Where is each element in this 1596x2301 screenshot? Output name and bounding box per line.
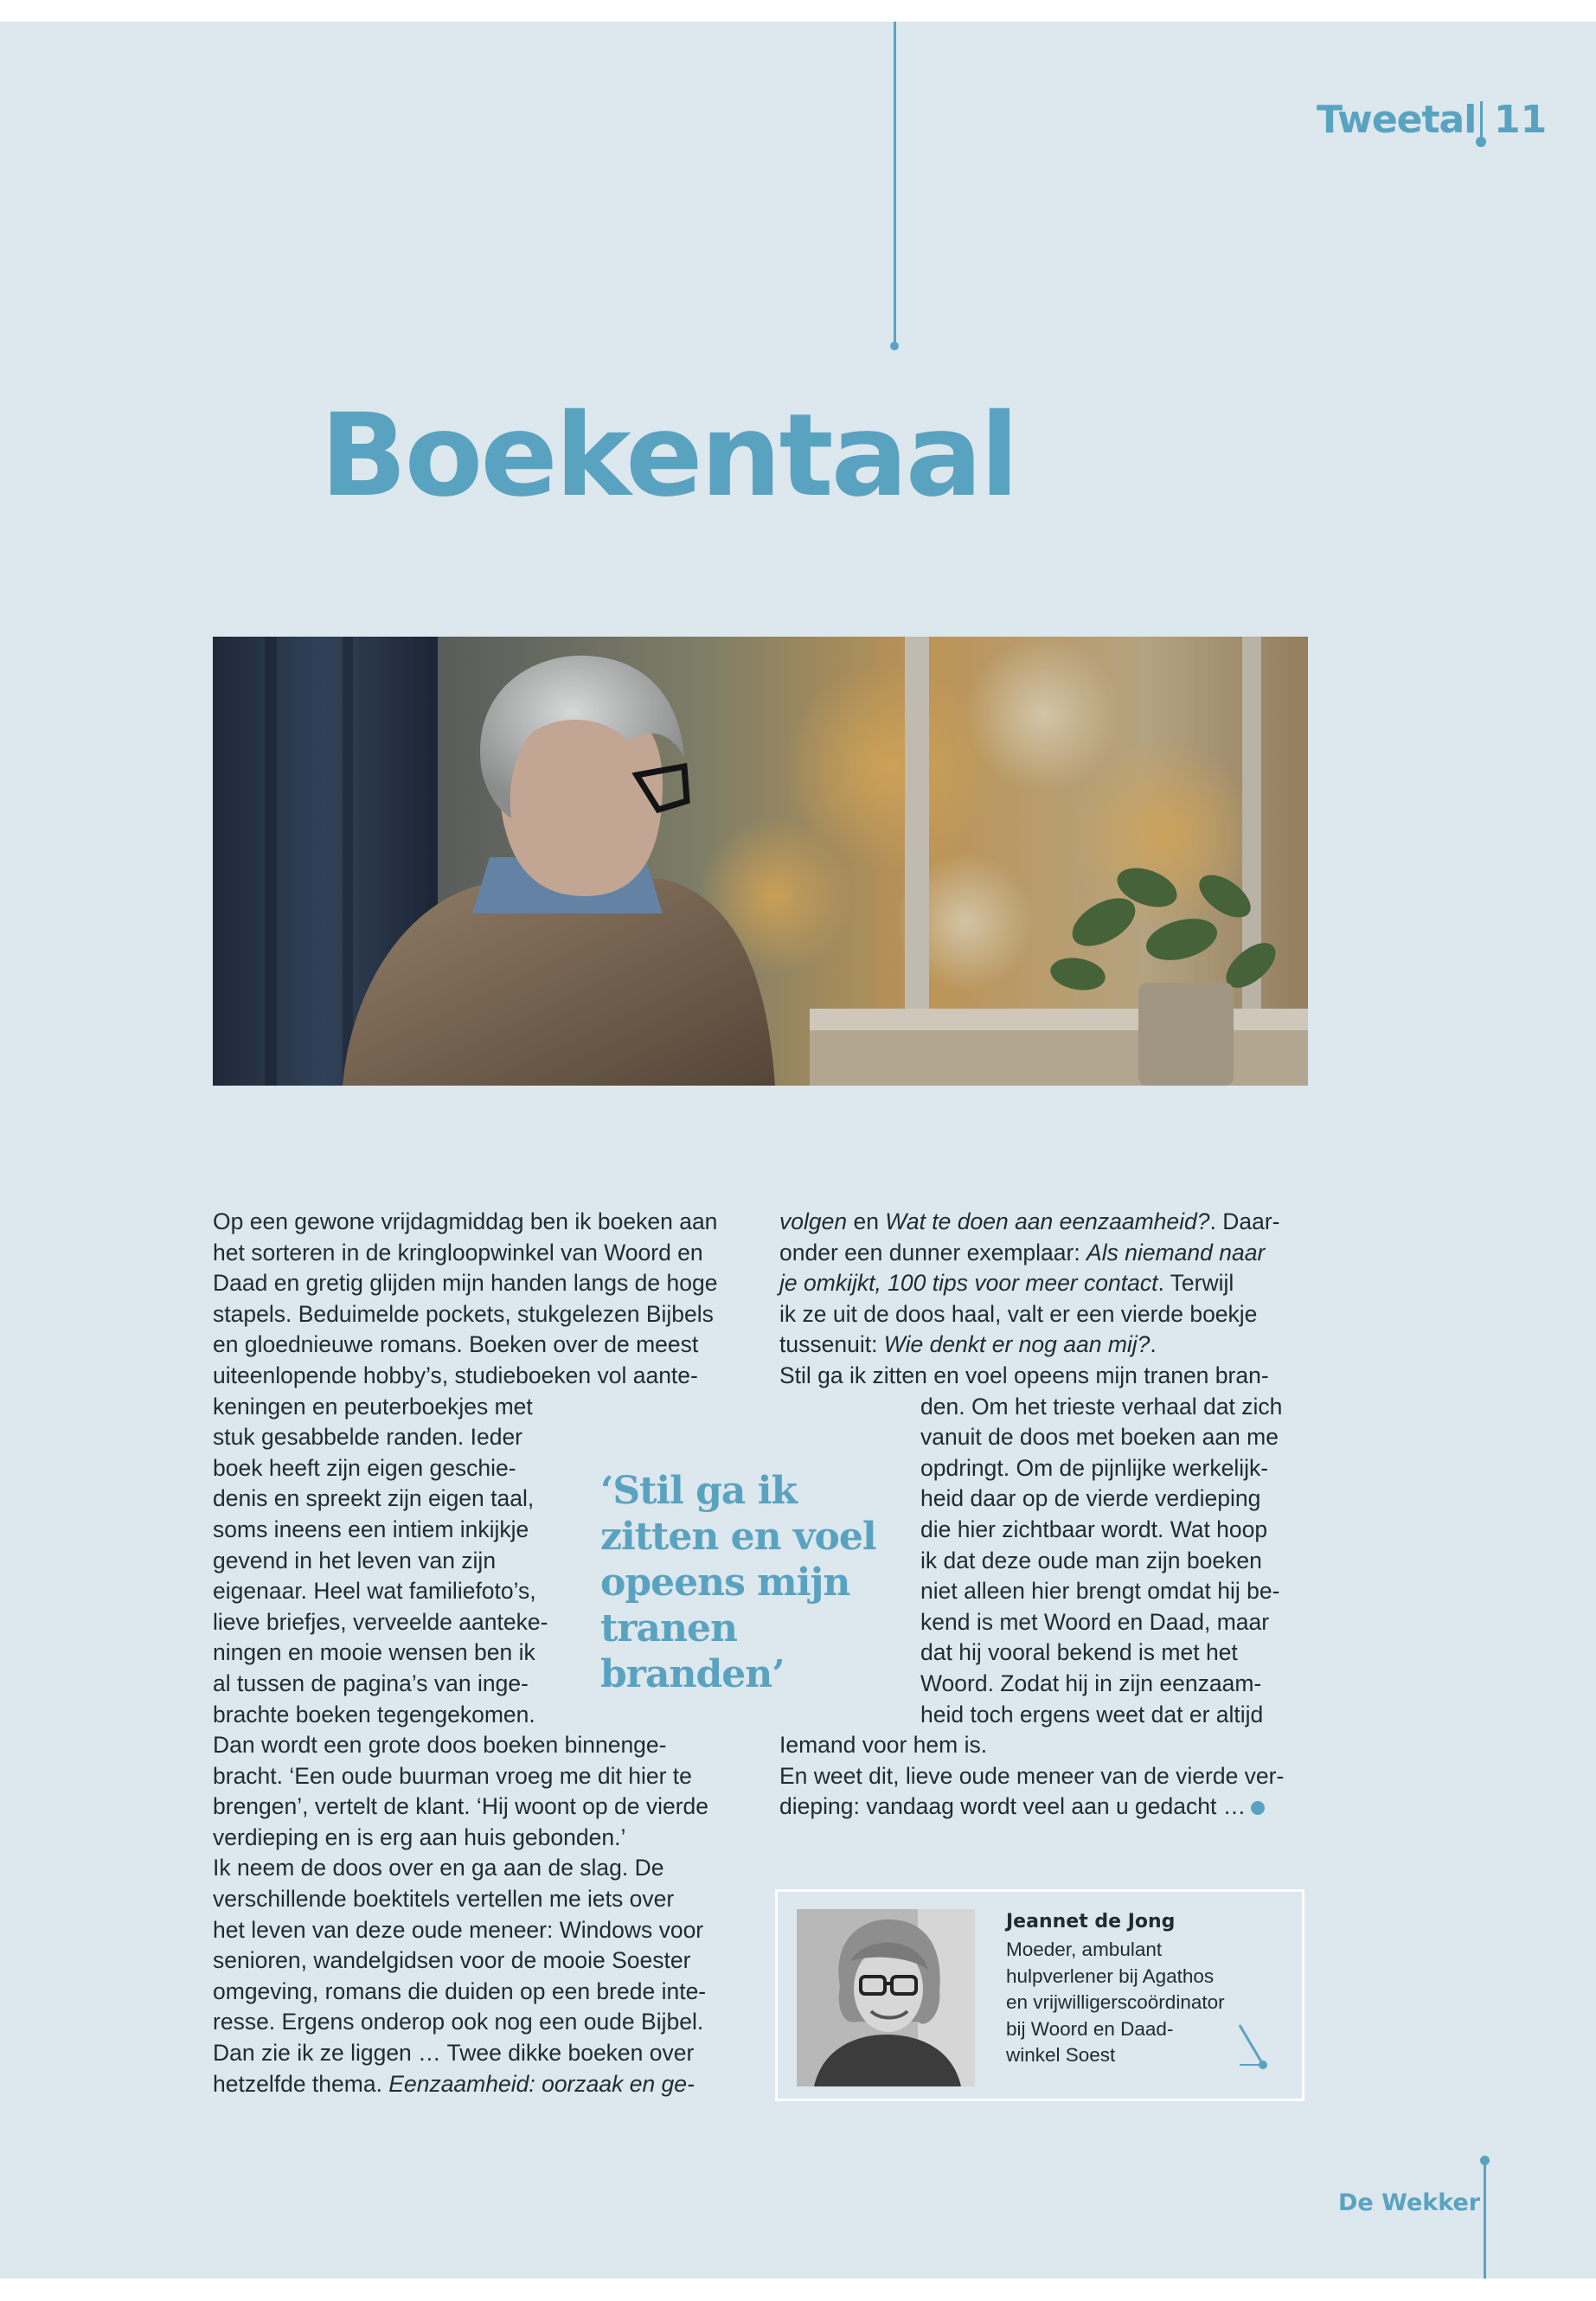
article-photo <box>213 637 1308 1086</box>
header-divider-dot <box>1476 137 1486 147</box>
col2-line: volgen en Wat te doen aan eenzaamheid?. Daar- <box>779 1208 1280 1234</box>
col1-line: Op een gewone vrijdagmiddag ben ik boeken aan <box>213 1208 718 1234</box>
pull-quote: ‘Stil ga ik zitten en voel opeens mijn tranen branden’ <box>600 1469 876 1696</box>
header-divider <box>1480 101 1483 141</box>
col1-line: verdieping en is erg aan huis gebonden.’ <box>213 1823 626 1850</box>
col1-line: brengen’, vertelt de klant. ‘Hij woont op de vierde <box>213 1793 709 1820</box>
col1-line: soms ineens een intiem inkijkje <box>213 1516 529 1542</box>
col2-line: dieping: vandaag wordt veel aan u gedacht … <box>779 1791 1311 1823</box>
col1-line: boek heeft zijn eigen geschie- <box>213 1454 516 1481</box>
col1-line: stuk gesabbelde randen. Ieder <box>213 1424 523 1451</box>
article-title: Boekentaal <box>320 389 1017 522</box>
col1-line: stapels. Beduimelde pockets, stukgelezen Bijbels <box>213 1300 714 1327</box>
col2-line: die hier zichtbaar wordt. Wat hoop <box>920 1516 1268 1542</box>
author-name: Jeannet de Jong <box>1006 1911 1176 1932</box>
col1-line: keningen en peuterboekjes met <box>213 1393 533 1420</box>
col2-line: Iemand voor hem is. <box>779 1732 988 1759</box>
col2-indented-block <box>779 1392 1311 1731</box>
col1-line: en gloednieuwe romans. Boeken over de meest <box>213 1331 699 1358</box>
col1-line: het sorteren in de kringloopwinkel van Woord en <box>213 1239 703 1266</box>
col2-line: niet alleen hier brengt omdat hij be- <box>920 1578 1280 1605</box>
col1-line: denis en spreekt zijn eigen taal, <box>213 1485 535 1512</box>
col1-line: Daad en gretig glijden mijn handen langs de hoge <box>213 1270 718 1297</box>
author-description: Moeder, ambulant hulpverlener bij Agathos en vrijwilligerscoördinator bij Woord en Daad- winkel Soest <box>1006 1939 1225 2066</box>
col2-line: onder een dunner exemplaar: Als niemand naar <box>779 1239 1266 1266</box>
col1-line: omgeving, romans die duiden op een brede inte- <box>213 1977 707 2004</box>
col1-line: het leven van deze oude meneer: Windows voor <box>213 1916 704 1943</box>
col2-line: tussenuit: Wie denkt er nog aan mij?. <box>779 1331 1157 1358</box>
publication-name: De Wekker <box>1338 2189 1481 2216</box>
col1-line: hetzelfde thema. Eenzaamheid: oorzaak en ge- <box>213 2070 695 2097</box>
col1-line: al tussen de pagina’s van inge- <box>213 1670 529 1696</box>
magazine-page <box>0 22 1596 2279</box>
decorative-dot <box>890 342 899 350</box>
col1-line: eigenaar. Heel wat familiefoto’s, <box>213 1578 536 1605</box>
col2-line: ik dat deze oude man zijn boeken <box>920 1547 1262 1574</box>
col2-line: den. Om het trieste verhaal dat zich <box>920 1393 1283 1420</box>
col1-line: Ik neem de doos over en ga aan de slag. De <box>213 1855 664 1881</box>
author-photo <box>797 1909 975 2086</box>
decorative-vertical-line <box>894 22 896 346</box>
page-number: 11 <box>1494 98 1548 142</box>
col2-line: Woord. Zodat hij in zijn eenzaam- <box>920 1670 1262 1696</box>
col2-line: ik ze uit de doos haal, valt er een vierde boekje <box>779 1300 1258 1327</box>
col1-line: Dan wordt een grote doos boeken binnenge- <box>213 1732 667 1759</box>
col1-line: ningen en mooie wensen ben ik <box>213 1639 535 1666</box>
section-label: Tweetal <box>1317 98 1477 142</box>
col2-line: Stil ga ik zitten en voel opeens mijn tranen bran- <box>779 1362 1269 1388</box>
decorative-pointer <box>1236 2022 1271 2073</box>
col1-line: verschillende boektitels vertellen me iets over <box>213 1886 675 1913</box>
col2-line: vanuit de doos met boeken aan me <box>920 1424 1279 1451</box>
col1-line: uiteenlopende hobby’s, studieboeken vol aante- <box>213 1362 698 1388</box>
footer-vertical-line <box>1484 2160 1486 2279</box>
col1-line: senioren, wandelgidsen voor de mooie Soester <box>213 1947 691 1974</box>
col2-line: opdringt. Om de pijnlijke werkelijk- <box>920 1454 1269 1481</box>
col2-line: En weet dit, lieve oude meneer van de vierde ver- <box>779 1762 1285 1789</box>
col2-line: heid daar op de vierde verdieping <box>920 1485 1261 1512</box>
end-mark-dot <box>1251 1801 1265 1815</box>
article-column-2 <box>779 1207 1311 1823</box>
col1-line: bracht. ‘Een oude buurman vroeg me dit hier te <box>213 1762 692 1789</box>
col2-line: je omkijkt, 100 tips voor meer contact. Terwijl <box>779 1270 1234 1297</box>
col2-line: dat hij vooral bekend is met het <box>920 1639 1238 1666</box>
col1-line: Dan zie ik ze liggen … Twee dikke boeken over <box>213 2040 695 2067</box>
author-bio-box <box>775 1889 1304 2101</box>
col1-line: resse. Ergens onderop ook nog een oude Bijbel. <box>213 2009 704 2035</box>
col2-line: kend is met Woord en Daad, maar <box>920 1608 1270 1635</box>
col1-line: lieve briefjes, verveelde aanteke- <box>213 1608 548 1635</box>
col2-line: heid toch ergens weet dat er altijd <box>920 1701 1264 1727</box>
col1-line: gevend in het leven van zijn <box>213 1547 497 1574</box>
col1-line: brachte boeken tegengekomen. <box>213 1701 535 1727</box>
